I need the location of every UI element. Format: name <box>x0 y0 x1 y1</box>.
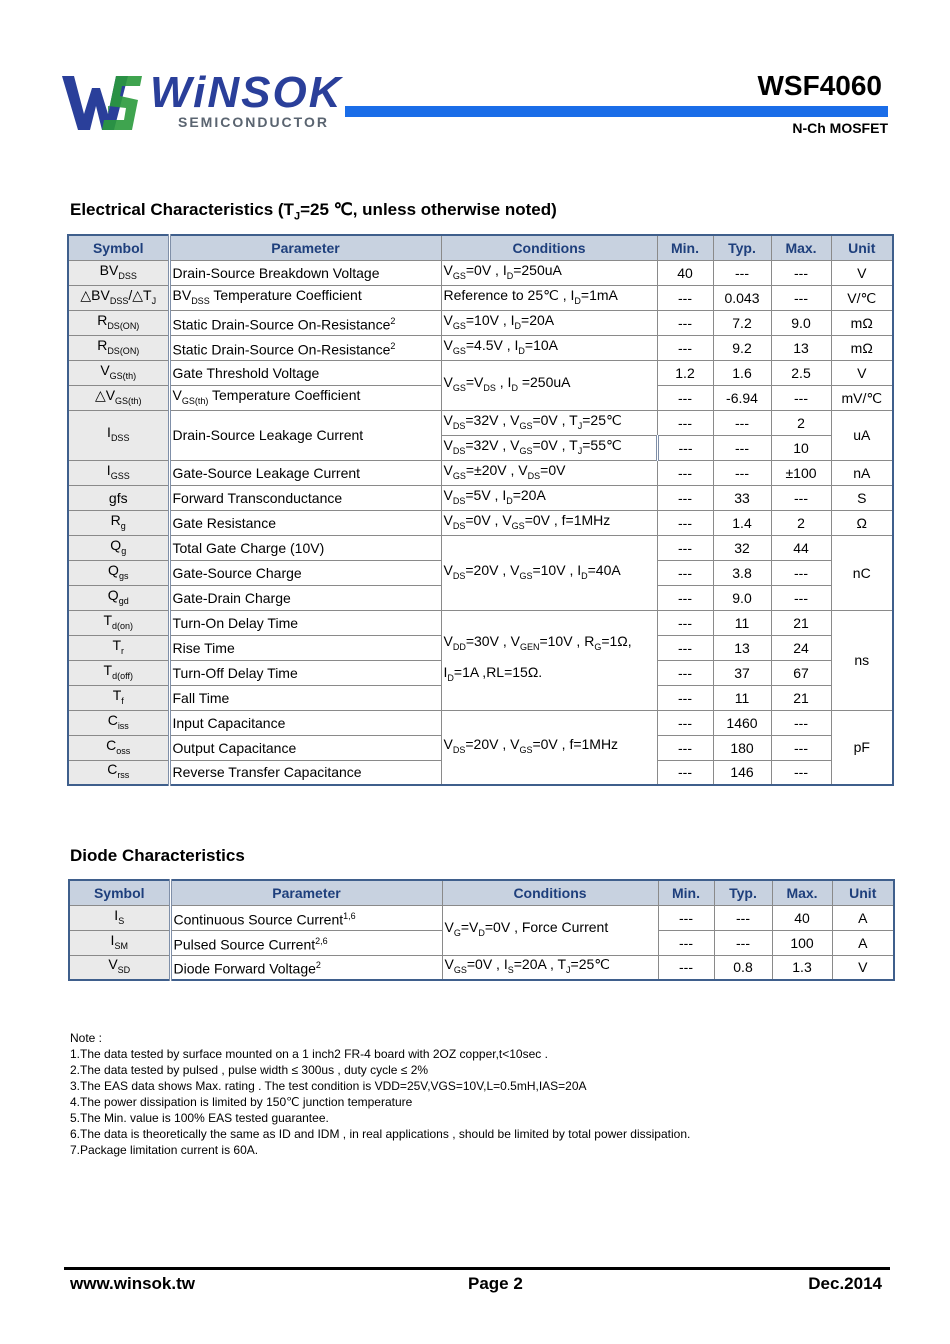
symbol-cell: $\triangle V_{GS(th)}$ <box>68 385 169 410</box>
symbol-cell: $T_r$ <box>68 635 169 660</box>
symbol-cell: $T_{d(off)}$ <box>68 660 169 685</box>
table-row <box>68 260 893 285</box>
symbol-cell: $R_{DS(ON)}$ <box>68 335 169 360</box>
parameter-cell: Turn-Off Delay Time <box>169 660 441 685</box>
part-number: WSF4060 <box>757 70 882 101</box>
typ-cell: --- <box>713 260 771 285</box>
typ-cell: -6.94 <box>713 385 771 410</box>
typ-cell: 146 <box>713 760 771 785</box>
parameter-cell: Gate Resistance <box>169 510 441 535</box>
parameter-cell: Pulsed Source Current$^{2,6}$ <box>170 930 442 955</box>
conditions-cell: $V_{GS}=4.5V$ , $I_D=10A$ <box>441 335 657 360</box>
max-cell: --- <box>771 560 831 585</box>
table-row <box>68 460 893 485</box>
conditions-cell: $V_{GS}=V_{DS}$ , $I_D =250uA$ <box>441 360 657 410</box>
header-accent-bar <box>345 106 888 117</box>
typ-cell: 3.8 <box>713 560 771 585</box>
symbol-cell: $Q_{gd}$ <box>68 585 169 610</box>
max-cell: ±100 <box>771 460 831 485</box>
table-row <box>68 610 893 635</box>
header-conditions: Conditions <box>442 880 658 905</box>
table-row <box>68 510 893 535</box>
notes-heading: Note : <box>70 1031 103 1045</box>
max-cell: --- <box>771 260 831 285</box>
note-item: 7.Package limitation current is 60A. <box>70 1143 259 1157</box>
unit-cell: V <box>831 260 893 285</box>
symbol-cell: $Q_g$ <box>68 535 169 560</box>
unit-cell: ns <box>831 610 893 710</box>
max-cell: 21 <box>771 610 831 635</box>
typ-cell: 9.2 <box>713 335 771 360</box>
min-cell: --- <box>657 585 713 610</box>
conditions-cell: $V_{GS}=10V$ , $I_D=20A$ <box>441 310 657 335</box>
note-item: 4.The power dissipation is limited by 150℃ junction temperature <box>70 1095 413 1109</box>
max-cell: --- <box>771 385 831 410</box>
unit-cell: mΩ <box>831 335 893 360</box>
header-parameter: Parameter <box>169 235 441 260</box>
typ-cell: 7.2 <box>713 310 771 335</box>
symbol-cell: gfs <box>68 485 169 510</box>
note-item: 6.The data is theoretically the same as ID and IDM , in real applications , should be limited by total power dissipation. <box>70 1127 691 1141</box>
max-cell: 44 <box>771 535 831 560</box>
header-conditions: Conditions <box>441 235 657 260</box>
unit-cell: S <box>831 485 893 510</box>
typ-cell: --- <box>713 410 771 435</box>
parameter-cell: Static Drain-Source On-Resistance$^2$ <box>169 335 441 360</box>
max-cell: 100 <box>772 930 832 955</box>
typ-cell: 11 <box>713 685 771 710</box>
max-cell: --- <box>771 710 831 735</box>
typ-cell: --- <box>714 905 772 930</box>
conditions-cell: $V_{DS}=20V$ , $V_{GS}=0V$ , f=1MHz <box>441 710 657 785</box>
parameter-cell: Gate-Source Charge <box>169 560 441 585</box>
table-row <box>68 410 893 435</box>
unit-cell: A <box>832 905 894 930</box>
typ-cell: 13 <box>713 635 771 660</box>
conditions-cell: $V_{DS}=32V$ , $V_{GS}=0V$ , $T_J=55℃$ <box>441 435 657 460</box>
symbol-cell: $BV_{DSS}$ <box>68 260 169 285</box>
conditions-cell: $V_{DD}=30V$ , $V_{GEN}=10V$ , $R_G=1\Omega$, $I_D=1A$ ,RL=15Ω. <box>441 610 657 710</box>
symbol-cell: $T_f$ <box>68 685 169 710</box>
max-cell: 10 <box>771 435 831 460</box>
parameter-cell: Drain-Source Breakdown Voltage <box>169 260 441 285</box>
symbol-cell: $R_{DS(ON)}$ <box>68 310 169 335</box>
parameter-cell: Input Capacitance <box>169 710 441 735</box>
footer-date: Dec.2014 <box>808 1274 882 1293</box>
typ-cell: 32 <box>713 535 771 560</box>
min-cell: --- <box>657 385 713 410</box>
max-cell: --- <box>771 285 831 310</box>
unit-cell: nA <box>831 460 893 485</box>
header-typ: Typ. <box>713 235 771 260</box>
unit-cell: pF <box>831 710 893 785</box>
max-cell: 2 <box>771 410 831 435</box>
notes-section <box>70 1030 690 1158</box>
parameter-cell: Fall Time <box>169 685 441 710</box>
parameter-cell: $BV_{DSS}$ Temperature Coefficient <box>169 285 441 310</box>
table-header-row <box>69 880 894 905</box>
header-unit: Unit <box>831 235 893 260</box>
unit-cell: Ω <box>831 510 893 535</box>
min-cell: --- <box>657 335 713 360</box>
conditions-cell: $V_{DS}=0V$ , $V_{GS}=0V$ , f=1MHz <box>441 510 657 535</box>
unit-cell: V <box>831 360 893 385</box>
parameter-cell: Gate-Source Leakage Current <box>169 460 441 485</box>
min-cell: --- <box>657 560 713 585</box>
min-cell: 1.2 <box>657 360 713 385</box>
unit-cell: mV/℃ <box>831 385 893 410</box>
max-cell: 2 <box>771 510 831 535</box>
typ-cell: 1.4 <box>713 510 771 535</box>
max-cell: 1.3 <box>772 955 832 980</box>
typ-cell: 180 <box>713 735 771 760</box>
min-cell: --- <box>657 310 713 335</box>
min-cell: --- <box>657 460 713 485</box>
symbol-cell: $\triangle BV_{DSS}/\triangle T_J$ <box>68 285 169 310</box>
min-cell: --- <box>657 535 713 560</box>
parameter-cell: Gate Threshold Voltage <box>169 360 441 385</box>
min-cell: --- <box>657 485 713 510</box>
min-cell: --- <box>657 635 713 660</box>
part-type: N-Ch MOSFET <box>792 120 888 136</box>
diode-characteristics-title: Diode Characteristics <box>70 846 245 865</box>
unit-cell: nC <box>831 535 893 610</box>
min-cell: 40 <box>657 260 713 285</box>
min-cell: --- <box>657 685 713 710</box>
header-unit: Unit <box>832 880 894 905</box>
winsok-logo-mark <box>62 76 142 130</box>
header-symbol: Symbol <box>69 880 170 905</box>
parameter-cell: Static Drain-Source On-Resistance$^2$ <box>169 310 441 335</box>
min-cell: --- <box>657 610 713 635</box>
typ-cell: --- <box>713 460 771 485</box>
conditions-cell: $V_{DS}=20V$ , $V_{GS}=10V$ , $I_D=40A$ <box>441 535 657 610</box>
brand-name: WiNSOK <box>150 68 343 117</box>
min-cell: --- <box>657 735 713 760</box>
conditions-cell: $V_{GS}=\pm 20V$ , $V_{DS}=0V$ <box>441 460 657 485</box>
max-cell: --- <box>771 485 831 510</box>
header-typ: Typ. <box>714 880 772 905</box>
max-cell: 40 <box>772 905 832 930</box>
parameter-cell: Continuous Source Current$^{1,6}$ <box>170 905 442 930</box>
max-cell: 21 <box>771 685 831 710</box>
typ-cell: 9.0 <box>713 585 771 610</box>
table-row <box>68 285 893 310</box>
typ-cell: 37 <box>713 660 771 685</box>
conditions-cell: $V_{DS}=32V$ , $V_{GS}=0V$ , $T_J=25℃$ <box>441 410 657 435</box>
footer-url: www.winsok.tw <box>70 1274 195 1293</box>
typ-cell: --- <box>713 435 771 460</box>
parameter-cell: Drain-Source Leakage Current <box>169 410 441 460</box>
symbol-cell: $C_{iss}$ <box>68 710 169 735</box>
footer-divider <box>64 1267 890 1270</box>
parameter-cell: Turn-On Delay Time <box>169 610 441 635</box>
symbol-cell: $V_{GS(th)}$ <box>68 360 169 385</box>
typ-cell: 0.043 <box>713 285 771 310</box>
parameter-cell: Rise Time <box>169 635 441 660</box>
parameter-cell: $V_{GS(th)}$ Temperature Coefficient <box>169 385 441 410</box>
note-item: 5.The Min. value is 100% EAS tested guarantee. <box>70 1111 329 1125</box>
symbol-cell: $I_{DSS}$ <box>68 410 169 460</box>
min-cell: --- <box>657 760 713 785</box>
min-cell: --- <box>657 285 713 310</box>
unit-cell: V/℃ <box>831 285 893 310</box>
note-item: 1.The data tested by surface mounted on a 1 inch2 FR-4 board with 2OZ copper,t<10sec . <box>70 1047 548 1061</box>
unit-cell: A <box>832 930 894 955</box>
table-header-row <box>68 235 893 260</box>
min-cell: --- <box>658 930 714 955</box>
max-cell: 9.0 <box>771 310 831 335</box>
max-cell: --- <box>771 735 831 760</box>
parameter-cell: Gate-Drain Charge <box>169 585 441 610</box>
conditions-cell: $V_{GS}=0V$ , $I_S=20A$ , $T_J=25℃$ <box>442 955 658 980</box>
min-cell: --- <box>658 955 714 980</box>
symbol-cell: $C_{rss}$ <box>68 760 169 785</box>
symbol-cell: $I_{GSS}$ <box>68 460 169 485</box>
table-row <box>68 535 893 560</box>
table-row <box>68 310 893 335</box>
max-cell: 13 <box>771 335 831 360</box>
min-cell: --- <box>657 710 713 735</box>
header-parameter: Parameter <box>170 880 442 905</box>
header-min: Min. <box>658 880 714 905</box>
typ-cell: 11 <box>713 610 771 635</box>
conditions-cell: $V_{GS}=0V$ , $I_D=250uA$ <box>441 260 657 285</box>
max-cell: 2.5 <box>771 360 831 385</box>
typ-cell: 33 <box>713 485 771 510</box>
table-row <box>68 485 893 510</box>
brand-subtitle: SEMICONDUCTOR <box>178 114 329 130</box>
symbol-cell: $Q_{gs}$ <box>68 560 169 585</box>
typ-cell: 0.8 <box>714 955 772 980</box>
diode-characteristics-table <box>68 879 895 981</box>
min-cell: --- <box>657 510 713 535</box>
table-row <box>69 955 894 980</box>
table-row <box>68 360 893 385</box>
note-item: 2.The data tested by pulsed , pulse width ≤ 300us , duty cycle ≤ 2% <box>70 1063 429 1077</box>
header-min: Min. <box>657 235 713 260</box>
typ-cell: 1460 <box>713 710 771 735</box>
table-row <box>68 710 893 735</box>
max-cell: --- <box>771 585 831 610</box>
min-cell: --- <box>657 435 713 460</box>
symbol-cell: $I_{SM}$ <box>69 930 170 955</box>
symbol-cell: $T_{d(on)}$ <box>68 610 169 635</box>
unit-cell: uA <box>831 410 893 460</box>
header-max: Max. <box>772 880 832 905</box>
min-cell: --- <box>658 905 714 930</box>
note-item: 3.The EAS data shows Max. rating . The test condition is VDD=25V,VGS=10V,L=0.5mH,IAS=20A <box>70 1079 587 1093</box>
symbol-cell: $C_{oss}$ <box>68 735 169 760</box>
symbol-cell: $I_S$ <box>69 905 170 930</box>
parameter-cell: Output Capacitance <box>169 735 441 760</box>
footer-page-number: Page 2 <box>468 1274 523 1293</box>
parameter-cell: Total Gate Charge (10V) <box>169 535 441 560</box>
max-cell: --- <box>771 760 831 785</box>
header-symbol: Symbol <box>68 235 169 260</box>
electrical-characteristics-title: Electrical Characteristics ($T_J=25$ ℃, unless otherwise noted) <box>70 200 557 223</box>
electrical-characteristics-table <box>67 234 894 786</box>
max-cell: 24 <box>771 635 831 660</box>
parameter-cell: Diode Forward Voltage$^2$ <box>170 955 442 980</box>
table-row <box>68 335 893 360</box>
parameter-cell: Reverse Transfer Capacitance <box>169 760 441 785</box>
parameter-cell: Forward Transconductance <box>169 485 441 510</box>
symbol-cell: $R_g$ <box>68 510 169 535</box>
typ-cell: 1.6 <box>713 360 771 385</box>
conditions-cell: $V_{DS}=5V$ , $I_D=20A$ <box>441 485 657 510</box>
typ-cell: --- <box>714 930 772 955</box>
unit-cell: mΩ <box>831 310 893 335</box>
table-row <box>69 905 894 930</box>
unit-cell: V <box>832 955 894 980</box>
max-cell: 67 <box>771 660 831 685</box>
min-cell: --- <box>657 660 713 685</box>
min-cell: --- <box>657 410 713 435</box>
header-max: Max. <box>771 235 831 260</box>
conditions-cell: $V_G=V_D=0V$ , Force Current <box>442 905 658 955</box>
symbol-cell: $V_{SD}$ <box>69 955 170 980</box>
conditions-cell: Reference to 25℃ , $I_D=1mA$ <box>441 285 657 310</box>
